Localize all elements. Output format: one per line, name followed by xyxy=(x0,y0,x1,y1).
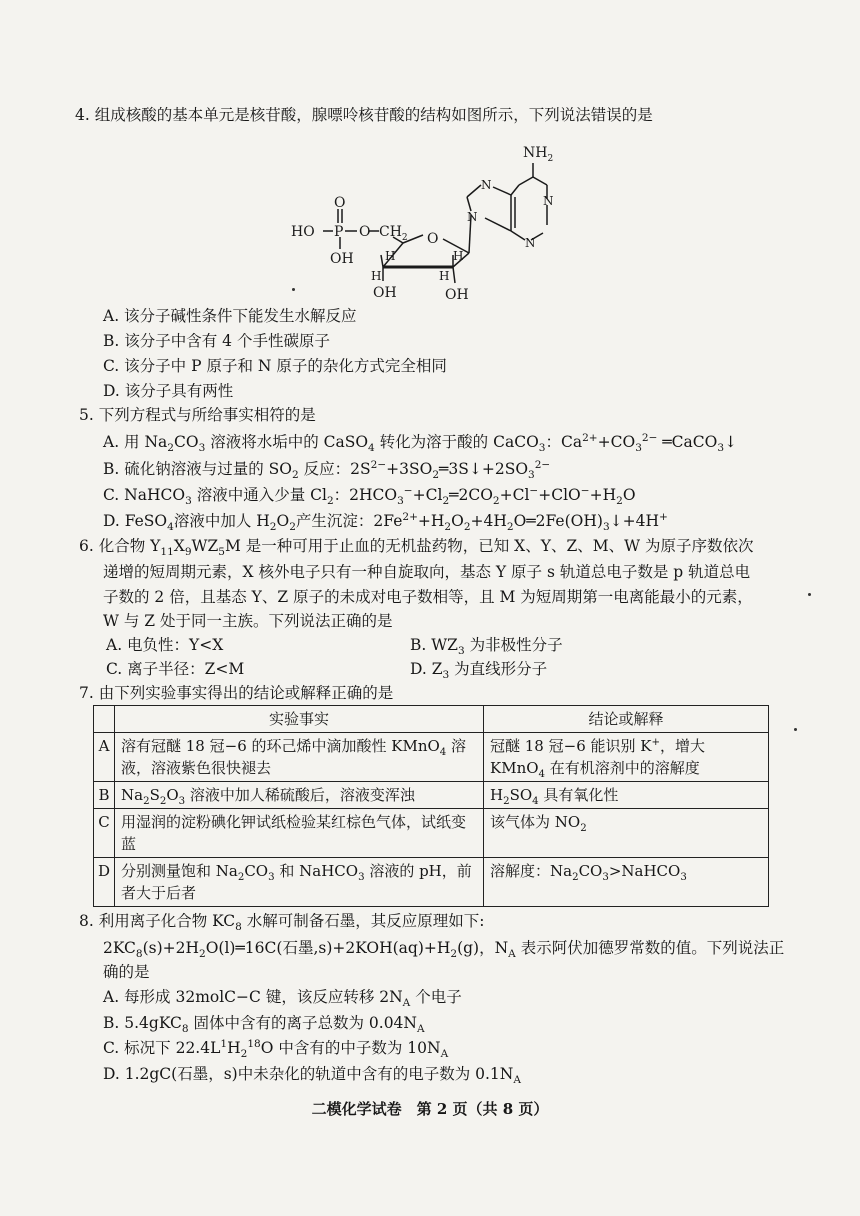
q8-option-b: B. 5.4gKC$_8$ 固体中含有的离子总数为 $0.04N_A$ xyxy=(103,1014,425,1036)
q8-option-d: D. 1.2gC(石墨，s)中未杂化的轨道中含有的电子数为 $0.1N_A$ xyxy=(103,1065,521,1087)
scan-mark xyxy=(292,288,295,291)
conclusion-cell: 溶解度：$Na_2CO_3>NaHCO_3$ xyxy=(484,858,769,907)
ch2-label: $CH_2$ xyxy=(379,224,408,243)
table-row xyxy=(94,733,769,782)
fact-cell: 分别测量饱和 $Na_2CO_3$ 和 NaHCO$_3$ 溶液的 pH，前者大于后者 xyxy=(115,858,484,907)
n9-label: N xyxy=(467,210,478,224)
conclusion-cell: 冠醚 18 冠−6 能识别 K+，增大 KMnO$_4$ 在有机溶剂中的溶解度 xyxy=(484,733,769,782)
h-label: H xyxy=(439,269,450,283)
q4-option-d: D. 该分子具有两性 xyxy=(103,382,234,400)
q4-option-a: A. 该分子碱性条件下能发生水解反应 xyxy=(103,307,357,325)
fact-cell: $Na_2S_2O_3$ 溶液中加人稀硫酸后，溶液变浑浊 xyxy=(115,782,484,809)
conclusion-cell: $H_2SO_4$ 具有氧化性 xyxy=(484,782,769,809)
page-footer: 二模化学试卷 第 2 页（共 8 页） xyxy=(311,1100,549,1118)
q6-option-c: C. 离子半径：Z<M xyxy=(106,660,245,678)
adenosine-monophosphate-structure xyxy=(285,135,570,305)
row-label: B xyxy=(94,782,115,809)
oh-label: OH xyxy=(373,285,397,301)
oh-label: OH xyxy=(445,287,469,303)
q8-equation: $2KC_8(s)+2H_2O(l)═16C$(石墨$,s)+2KOH(aq)+H_2(g)$，$N_A$ 表示阿伏加德罗常数的值。下列说法正 xyxy=(103,939,785,961)
table-row xyxy=(94,782,769,809)
phosphorus-label: P xyxy=(334,224,344,240)
q6-stem-line3: 子数的 2 倍，且基态 Y、Z 原子的未成对电子数相等，且 M 为短周期第一电离能最小的元素， xyxy=(103,588,753,606)
q4-option-b: B. 该分子中含有 4 个手性碳原子 xyxy=(103,332,330,350)
q4-option-c: C. 该分子中 P 原子和 N 原子的杂化方式完全相同 xyxy=(103,357,447,375)
table-row xyxy=(94,809,769,858)
n7-label: N xyxy=(481,178,492,192)
row-label: C xyxy=(94,809,115,858)
fact-cell: 溶有冠醚 18 冠−6 的环己烯中滴加酸性 KMnO$_4$ 溶液，溶液紫色很快褪去 xyxy=(115,733,484,782)
q6-option-d: D. $Z_3$ 为直线形分子 xyxy=(410,660,548,682)
row-label: A xyxy=(94,733,115,782)
table-row xyxy=(94,858,769,907)
q5-option-d: D. FeSO$_4$溶液中加人 $H_2O_2$产生沉淀：$2Fe^{2+}+H_2O_2+4H_2O═2Fe(OH)_3↓+4H^+$ xyxy=(103,510,668,534)
conclusion-cell: 该气体为 $NO_2$ xyxy=(484,809,769,858)
q8-stem: 8. 利用离子化合物 $KC_8$ 水解可制备石墨，其反应原理如下: xyxy=(79,912,485,934)
q6-stem-line4: W 与 Z 处于同一主族。下列说法正确的是 xyxy=(103,612,393,630)
q8-option-a: A. 每形成 32molC−C 键，该反应转移 $2N_A$ 个电子 xyxy=(103,988,462,1010)
scan-mark xyxy=(808,593,811,596)
q5-option-c: C. NaHCO$_3$ 溶液中通入少量 $Cl_2$：$2HCO_3^-+Cl_2═2CO_2+Cl^-+ClO^-+H_2O$ xyxy=(103,484,636,508)
column-header: 实验事实 xyxy=(115,706,484,733)
q6-stem-line2: 递增的短周期元素，X 核外电子只有一种自旋取向，基态 Y 原子 s 轨道总电子数是 p 轨道总电 xyxy=(103,563,751,581)
n1-label: N xyxy=(543,194,554,208)
h-label: H xyxy=(371,269,382,283)
q6-option-b: B. $WZ_3$ 为非极性分子 xyxy=(410,636,563,658)
row-label: D xyxy=(94,858,115,907)
q7-table xyxy=(93,705,769,907)
n3-label: N xyxy=(525,236,536,250)
fact-cell: 用湿润的淀粉碘化钾试纸检验某红棕色气体，试纸变蓝 xyxy=(115,809,484,858)
ester-o-label: O xyxy=(359,224,371,240)
q5-stem: 5. 下列方程式与所给事实相符的是 xyxy=(79,406,316,424)
table-header-row xyxy=(94,706,769,733)
q5-option-a: A. 用 $Na_2CO_3$ 溶液将水垢中的 CaSO$_4$ 转化为溶于酸的 CaCO$_3$：$Ca^{2+}+CO_3^{2-}$ ═CaCO$_3$↓ xyxy=(103,431,738,455)
q6-option-a: A. 电负性：Y<X xyxy=(106,636,224,654)
q7-stem: 7. 由下列实验事实得出的结论或解释正确的是 xyxy=(79,684,394,702)
h-label: H xyxy=(385,249,396,263)
q5-option-b: B. 硫化钠溶液与过量的 $SO_2$ 反应：$2S^{2-}+3SO_2═3S↓+2SO_3^{2-}$ xyxy=(103,458,551,482)
ring-o-label: O xyxy=(427,231,439,247)
q6-stem-line1: 6. 化合物 $Y_{11}X_9WZ_5M$ 是一种可用于止血的无机盐药物，已知 X、Y、Z、M、W 为原子序数依次 xyxy=(79,537,754,559)
ho-label: HO xyxy=(291,224,315,240)
column-header: 结论或解释 xyxy=(484,706,769,733)
q8-option-c: C. 标况下 $22.4L^1H_2^{18}O$ 中含有的中子数为 $10N_A$ xyxy=(103,1037,449,1061)
q8-stem-end: 确的是 xyxy=(103,963,150,981)
phosphoryl-o-label: O xyxy=(334,195,346,211)
p-oh-label: OH xyxy=(330,251,354,267)
nh2-label: $NH_2$ xyxy=(523,145,554,164)
q4-stem: 4. 组成核酸的基本单元是核苷酸，腺嘌呤核苷酸的结构如图所示，下列说法错误的是 xyxy=(75,106,653,124)
h-label: H xyxy=(453,249,464,263)
scan-mark xyxy=(794,728,797,731)
